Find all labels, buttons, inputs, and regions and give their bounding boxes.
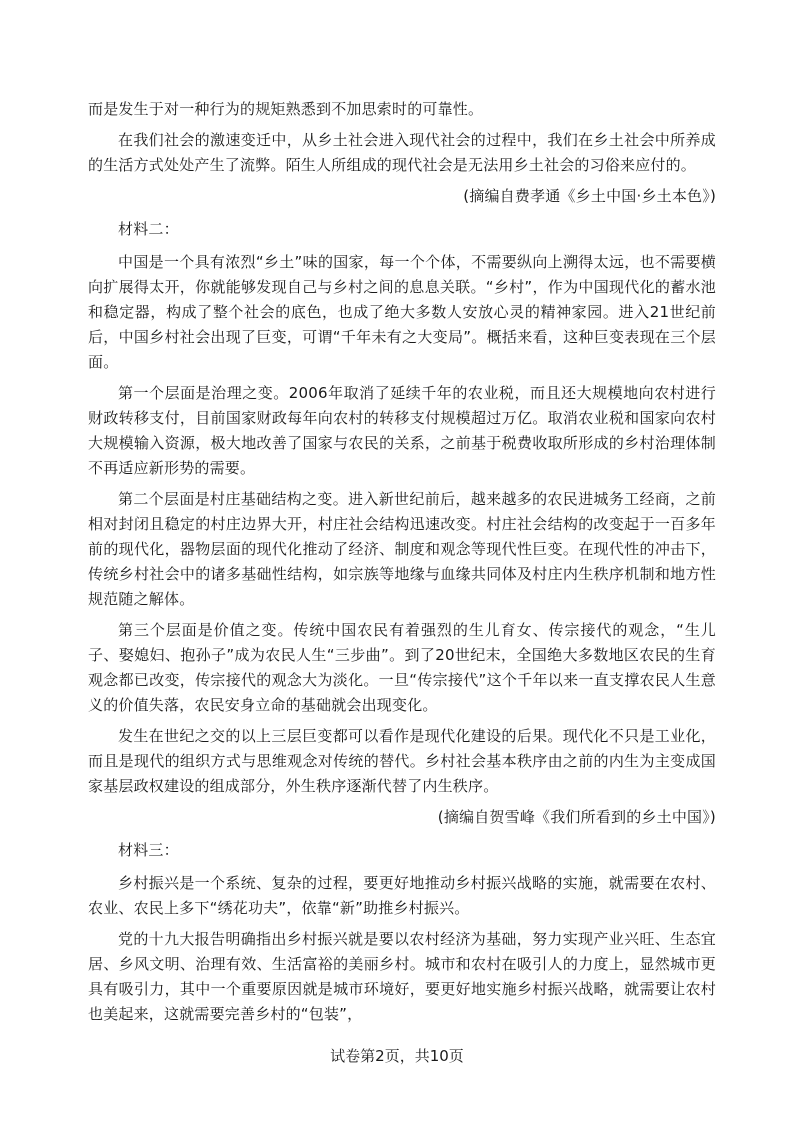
paragraph: 第二个层面是村庄基础结构之变。进入新世纪前后，越来越多的农民进城务工经商，之前相对封闭且稳定的村庄边界大开，村庄社会结构迅速改变。村庄社会结构的改变起于一百多年前的现代化，器物层面的现代化推动了经济、制度和观念等现代性巨变。在现代性的冲击下，传统乡村社会中的诸多基础性结构，如宗族等地缘与血缘共同体及村庄内生秩序机制和地方性规范随之解体。 <box>88 490 716 608</box>
material-heading: 材料三： <box>118 841 179 859</box>
source-citation: (摘编自贺雪峰《我们所看到的乡土中国》) <box>437 808 716 826</box>
paragraph: 中国是一个具有浓烈“乡土”味的国家，每一个个体，不需要纵向上溯得太远，也不需要横向扩展得太开，你就能够发现自己与乡村之间的息息关联。“乡村”，作为中国现代化的蓄水池和稳定器，构成了整个社会的底色，也成了绝大多数人安放心灵的精神家园。进入21世纪前后，中国乡村社会出现了巨变，可谓“千年未有之大变局”。概括来看，这种巨变表现在三个层面。 <box>88 253 716 371</box>
paragraph: 第三个层面是价值之变。传统中国农民有着强烈的生儿育女、传宗接代的观念，“生儿子、娶媳妇、抱孙子”成为农民人生“三步曲”。到了20世纪末，全国绝大多数地区农民的生育观念都已改变，传宗接代的观念大为淡化。一旦“传宗接代”这个千年以来一直支撑农民人生意义的价值失落，农民安身立命的基础就会出现变化。 <box>88 621 716 714</box>
paragraph: 第一个层面是治理之变。2006年取消了延续千年的农业税，而且还大规模地向农村进行财政转移支付，目前国家财政每年向农村的转移支付规模超过万亿。取消农业税和国家向农村大规模输入资源，极大地改善了国家与农民的关系，之前基于税费收取所形成的乡村治理体制不再适应新形势的需要。 <box>88 384 716 477</box>
source-citation: (摘编自费孝通《乡土中国·乡土本色》) <box>463 187 716 205</box>
paragraph: 发生在世纪之交的以上三层巨变都可以看作是现代化建设的后果。现代化不只是工业化，而且是现代的组织方式与思维观念对传统的替代。乡村社会基本秩序由之前的内生为主变成国家基层政权建设的组成部分，外生秩序逐渐代替了内生秩序。 <box>88 727 716 795</box>
paragraph: 在我们社会的激速变迁中，从乡土社会进入现代社会的过程中，我们在乡土社会中所养成的生活方式处处产生了流弊。陌生人所组成的现代社会是无法用乡土社会的习俗来应付的。 <box>88 131 716 174</box>
page-footer: 试卷第2页，共10页 <box>330 1047 464 1065</box>
paragraph: 乡村振兴是一个系统、复杂的过程，要更好地推动乡村振兴战略的实施，就需要在农村、农业、农民上多下“绣花功夫”，依靠“新”助推乡村振兴。 <box>88 874 716 917</box>
material-heading: 材料二： <box>118 220 179 238</box>
paragraph: 党的十九大报告明确指出乡村振兴就是要以农村经济为基础，努力实现产业兴旺、生态宜居、乡风文明、治理有效、生活富裕的美丽乡村。城市和农村在吸引人的力度上，显然城市更具有吸引力，其中一个重要原因就是城市环境好，要更好地实施乡村振兴战略，就需要让农村也美起来，这就需要完善乡村的“包装”， <box>88 930 716 1023</box>
document-body <box>88 97 716 1033</box>
paragraph: 而是发生于对一种行为的规矩熟悉到不加思索时的可靠性。 <box>88 100 484 118</box>
